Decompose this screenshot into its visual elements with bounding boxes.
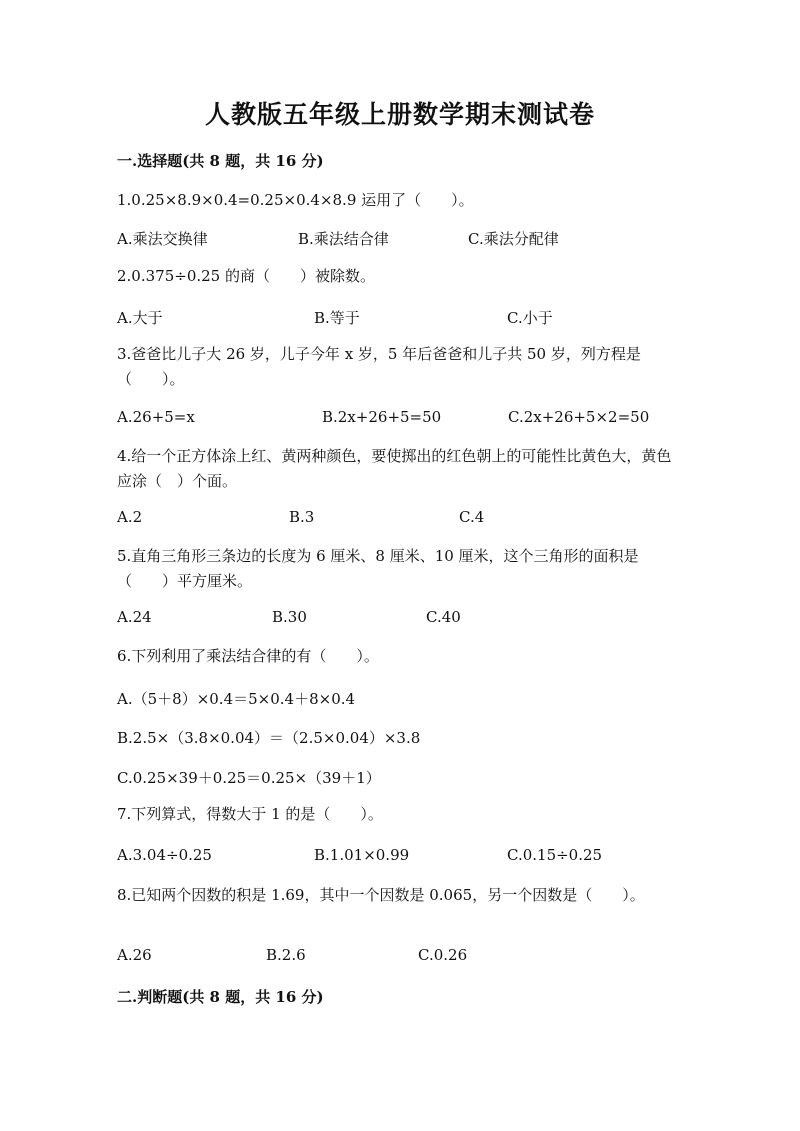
question-text: 7.下列算式，得数大于 1 的是（ ）。 <box>117 805 383 823</box>
section-heading-judgement: 二.判断题(共 8 题，共 16 分) <box>117 988 324 1006</box>
option-c: C.乘法分配律 <box>468 230 559 248</box>
option-c: C.40 <box>426 608 461 626</box>
option-a: A.大于 <box>117 309 163 327</box>
option-a: A.乘法交换律 <box>117 230 208 248</box>
option-b: B.2.6 <box>266 946 306 964</box>
question-text: 2.0.375÷0.25 的商（ ）被除数。 <box>117 267 375 285</box>
question-text: 6.下列利用了乘法结合律的有（ ）。 <box>117 647 379 665</box>
option-b: B.3 <box>289 508 315 526</box>
option-b: B.1.01×0.99 <box>314 846 410 864</box>
option-b: B.2.5×（3.8×0.04）＝（2.5×0.04）×3.8 <box>117 729 421 747</box>
option-a: A.2 <box>117 508 143 526</box>
option-c: C.0.25×39＋0.25＝0.25×（39＋1） <box>117 769 381 787</box>
option-a: A.（5＋8）×0.4＝5×0.4＋8×0.4 <box>117 690 356 708</box>
option-b: B.2x+26+5=50 <box>322 408 442 426</box>
option-b: B.等于 <box>314 309 360 327</box>
option-a: A.26+5=x <box>117 408 195 426</box>
question-text: 8.已知两个因数的积是 1.69，其中一个因数是 0.065，另一个因数是（ ）。 <box>117 886 645 904</box>
option-c: C.2x+26+5×2=50 <box>508 408 650 426</box>
option-c: C.4 <box>459 508 485 526</box>
option-c: C.0.15÷0.25 <box>507 846 603 864</box>
option-c: C.0.26 <box>418 946 468 964</box>
question-text: 3.爸爸比儿子大 26 岁，儿子今年 x 岁，5 年后爸爸和儿子共 50 岁，列方程是（ ）。 <box>117 345 641 388</box>
option-b: B.乘法结合律 <box>298 230 389 248</box>
question-text: 4.给一个正方体涂上红、黄两种颜色，要使掷出的红色朝上的可能性比黄色大，黄色应涂（ ）个面。 <box>117 447 672 490</box>
section-heading-choice: 一.选择题(共 8 题，共 16 分) <box>117 152 324 170</box>
option-b: B.30 <box>272 608 307 626</box>
option-a: A.26 <box>117 946 152 964</box>
option-a: A.3.04÷0.25 <box>117 846 212 864</box>
question-text: 1.0.25×8.9×0.4=0.25×0.4×8.9 运用了（ ）。 <box>117 191 474 209</box>
page-title: 人教版五年级上册数学期末测试卷 <box>204 100 595 129</box>
option-a: A.24 <box>117 608 152 626</box>
question-text: 5.直角三角形三条边的长度为 6 厘米、8 厘米、10 厘米，这个三角形的面积是（ ）平方厘米。 <box>117 547 639 590</box>
option-c: C.小于 <box>507 309 553 327</box>
